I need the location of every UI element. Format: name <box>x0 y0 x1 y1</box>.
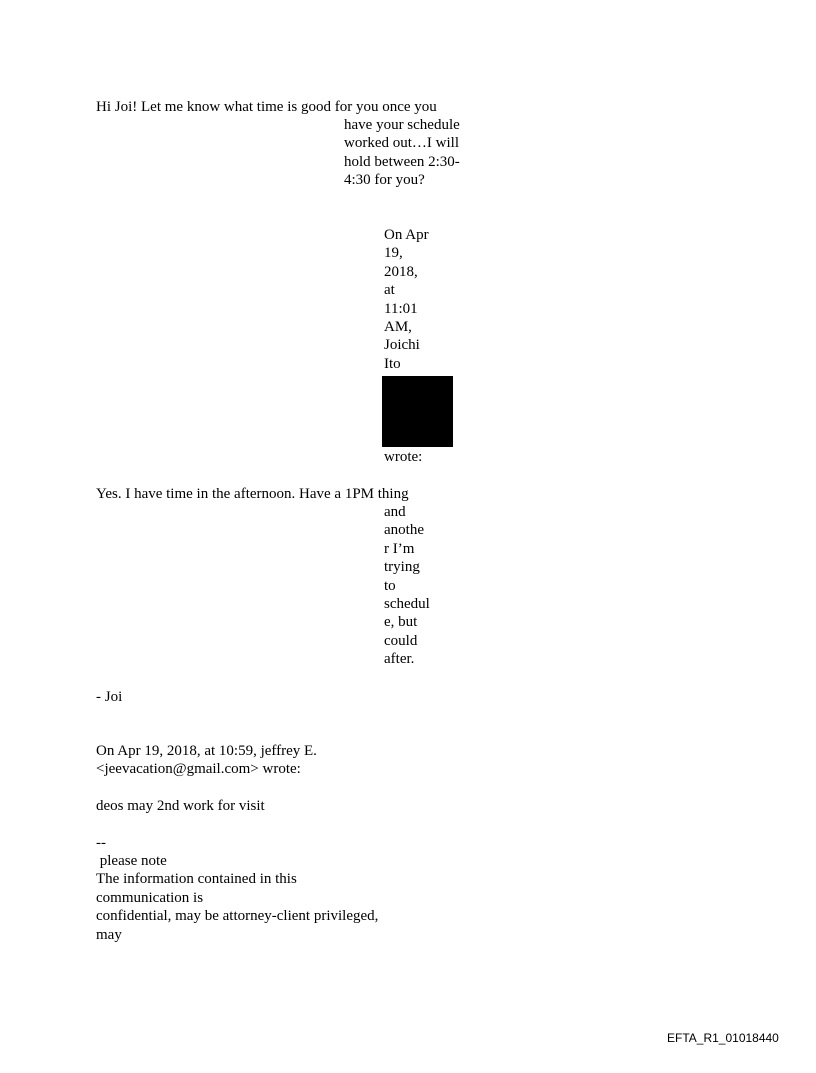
disclaimer <box>96 852 378 944</box>
quoted-header-line: <jeevacation@gmail.com> wrote: <box>96 761 301 777</box>
email-2-line: after. <box>384 651 415 668</box>
email-1-first-line: Hi Joi! Let me know what time is good for you once you <box>96 99 437 115</box>
disclaimer-line: The information contained in this <box>96 871 297 888</box>
quoted-header-line: On Apr 19, 2018, at 10:59, jeffrey E. <box>96 743 317 759</box>
email-2-line: e, but <box>384 614 418 631</box>
attribution-line: Joichi <box>384 337 420 354</box>
attribution-line: On Apr <box>384 227 429 243</box>
email-2-line: and <box>384 504 406 520</box>
email-2-line: trying <box>384 559 420 576</box>
email-1-line: have your schedule <box>344 117 460 133</box>
attribution-line: AM, <box>384 319 412 336</box>
redaction-block <box>382 376 453 447</box>
attribution-wrote: wrote: <box>384 449 423 465</box>
disclaimer-line: may <box>96 926 122 943</box>
disclaimer-line: confidential, may be attorney-client privileged, <box>96 908 379 925</box>
attribution-line: 11:01 <box>384 300 418 317</box>
email-1-wrapped-text <box>344 116 460 190</box>
attribution-line: 19, <box>384 245 403 262</box>
email-2-wrapped-text <box>384 503 430 669</box>
attribution-line: Ito <box>384 355 401 372</box>
quoted-body: deos may 2nd work for visit <box>96 798 265 814</box>
email-1-line: worked out…I will <box>344 135 459 152</box>
email-1-line: hold between 2:30- <box>344 153 460 170</box>
attribution-line: at <box>384 282 395 299</box>
signature-separator: -- <box>96 835 106 851</box>
disclaimer-line: please note <box>96 853 167 869</box>
disclaimer-line: communication is <box>96 889 204 906</box>
email-2-line: could <box>384 632 418 649</box>
email-2-line: to <box>384 577 396 594</box>
email-1-line: 4:30 for you? <box>344 172 425 189</box>
email-2-line: anothe <box>384 522 424 539</box>
email-2-first-line: Yes. I have time in the afternoon. Have a 1PM thing <box>96 486 409 502</box>
email-2-signature: - Joi <box>96 689 123 705</box>
attribution-line: 2018, <box>384 263 418 280</box>
email-2-line: schedul <box>384 596 430 613</box>
bates-number: EFTA_R1_01018440 <box>667 1031 779 1045</box>
email-2-line: r I’m <box>384 540 415 557</box>
attribution-header <box>384 226 429 373</box>
